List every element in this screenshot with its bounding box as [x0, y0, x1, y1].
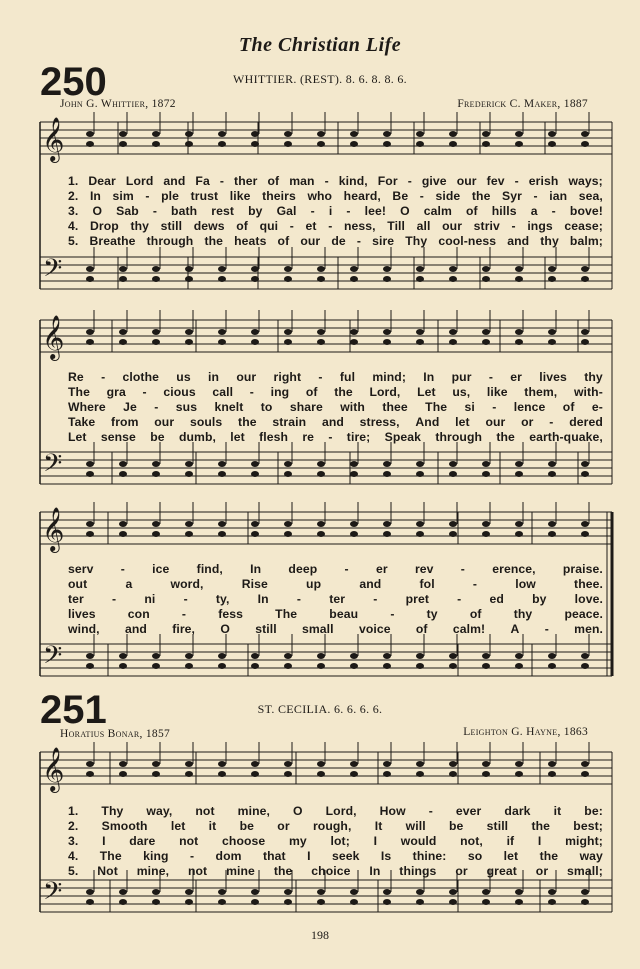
lyric-line: 1. Dear Lord and Fa - ther of man - kind, For - give our fev - erish ways;: [68, 174, 603, 188]
svg-text:𝄢: 𝄢: [43, 877, 63, 912]
lyric-line: 2. In sim - ple trust like theirs who heard, Be - side the Syr - ian sea,: [68, 189, 603, 203]
lyric-line: Take from our souls the strain and stress, And let our or - dered: [68, 415, 603, 429]
lyric-line: The gra - cious call - ing of the Lord, Let us, like them, with-: [68, 385, 603, 399]
lyric-line: 3. O Sab - bath rest by Gal - i - lee! O calm of hills a - bove!: [68, 204, 603, 218]
composer-credit: Leighton G. Hayne, 1863: [463, 726, 588, 738]
lyric-line: lives con - fess The beau - ty of thy peace.: [68, 607, 603, 621]
lyric-line: ter - ni - ty, In - ter - pret - ed by love.: [68, 592, 603, 606]
svg-text:𝄢: 𝄢: [43, 641, 63, 676]
lyric-line: Re - clothe us in our right - ful mind; In pur - er lives thy: [68, 370, 603, 384]
lyric-line: 5. Breathe through the heats of our de - sire Thy cool-ness and thy balm;: [68, 234, 603, 248]
composer-credit: Frederick C. Maker, 1887: [457, 98, 588, 110]
section-title: The Christian Life: [238, 34, 402, 56]
lyric-line: wind, and fire, O still small voice of calm! A - men.: [68, 622, 603, 636]
lyric-line: 5. Not mine, not mine the choice In things or great or small;: [68, 864, 603, 878]
lyric-line: 1. Thy way, not mine, O Lord, How - ever dark it be:: [68, 804, 603, 818]
lyric-line: 3. I dare not choose my lot; I would not, if I might;: [68, 834, 603, 848]
author-credit: John G. Whittier, 1872: [60, 98, 176, 110]
lyric-line: out a word, Rise up and fol - low thee.: [68, 577, 603, 591]
svg-text:𝄢: 𝄢: [43, 449, 63, 484]
hymn-number: 250: [40, 60, 107, 104]
author-credit: Horatius Bonar, 1857: [60, 728, 171, 740]
svg-text:𝄞: 𝄞: [42, 117, 65, 161]
lyric-line: Where Je - sus knelt to share with thee The si - lence of e-: [68, 400, 603, 414]
page-number: 198: [311, 928, 329, 942]
svg-text:𝄞: 𝄞: [42, 315, 65, 359]
lyric-line: Let sense be dumb, let flesh re - tire; Speak through the earth-quake,: [68, 430, 603, 444]
svg-text:𝄢: 𝄢: [43, 254, 63, 289]
svg-text:𝄞: 𝄞: [42, 747, 65, 791]
lyric-line: 4. The king - dom that I seek Is thine: so let the way: [68, 849, 603, 863]
lyric-line: 4. Drop thy still dews of qui - et - ness, Till all our striv - ings cease;: [68, 219, 603, 233]
tune-name: WHITTIER. (REST). 8. 6. 8. 8. 6.: [233, 72, 407, 86]
lyric-line: 2. Smooth let it be or rough, It will be still the best;: [68, 819, 603, 833]
lyric-line: serv - ice find, In deep - er rev - erence, praise.: [68, 562, 603, 576]
tune-name: ST. CECILIA. 6. 6. 6. 6.: [257, 702, 383, 716]
svg-text:𝄞: 𝄞: [42, 507, 65, 551]
hymn-number: 251: [40, 688, 107, 732]
